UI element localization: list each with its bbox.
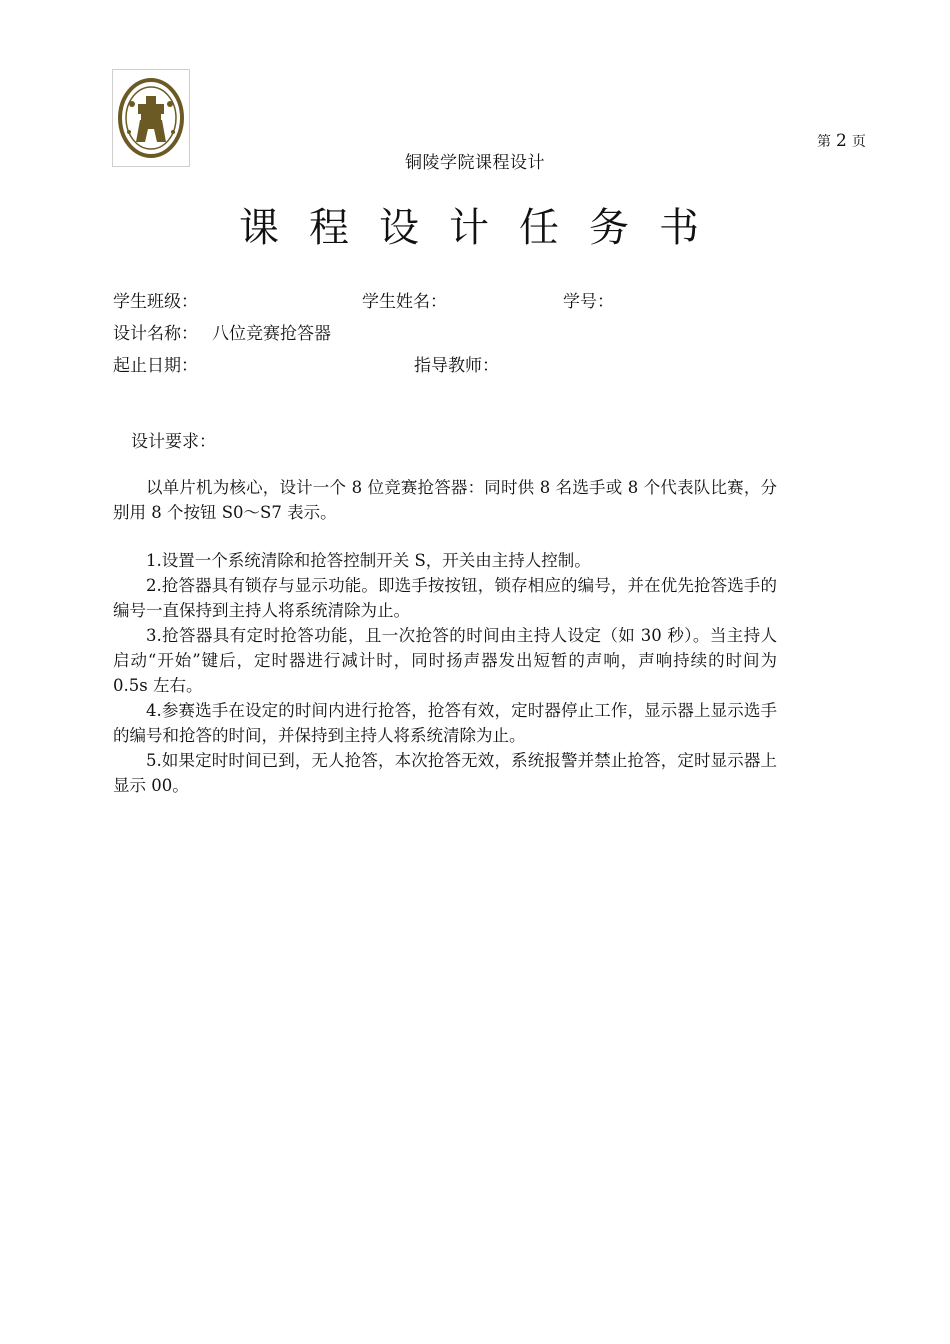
requirement-item-5: 5.如果定时时间已到，无人抢答，本次抢答无效，系统报警并禁止抢答，定时显示器上显示 00。 xyxy=(113,751,777,795)
intro-paragraph: 以单片机为核心，设计一个 8 位竞赛抢答器：同时供 8 名选手或 8 个代表队比赛，分别用 8 个按钮 S0～S7 表示。 xyxy=(113,478,777,522)
design-name-value: 八位竞赛抢答器 xyxy=(212,324,331,344)
page-prefix: 第 xyxy=(817,134,831,150)
date-range-label: 起止日期： xyxy=(113,356,198,376)
document-subtitle: 铜陵学院课程设计 xyxy=(405,153,545,173)
requirements-title: 设计要求： xyxy=(131,432,216,452)
requirement-item-2: 2.抢答器具有锁存与显示功能。即选手按按钮，锁存相应的编号，并在优先抢答选手的编号一直保持到主持人将系统清除为止。 xyxy=(113,576,777,620)
student-class-label: 学生班级： xyxy=(113,292,198,312)
requirements-intro xyxy=(113,475,777,525)
requirements-list xyxy=(113,548,777,798)
page-suffix: 页 xyxy=(851,134,866,150)
requirement-item-4: 4.参赛选手在设定的时间内进行抢答，抢答有效，定时器停止工作，显示器上显示选手的编号和抢答的时间，并保持到主持人将系统清除为止。 xyxy=(113,701,777,745)
design-name-label: 设计名称： xyxy=(113,324,198,344)
design-name-row xyxy=(113,319,331,344)
requirement-item-1: 1.设置一个系统清除和抢答控制开关 S，开关由主持人控制。 xyxy=(146,551,591,570)
teacher-label: 指导教师： xyxy=(414,356,499,376)
student-id-label: 学号： xyxy=(563,292,614,312)
student-name-label: 学生姓名： xyxy=(362,292,447,312)
document-title: 课程设计任务书 xyxy=(239,205,729,251)
page-number-value: 2 xyxy=(836,131,847,151)
requirement-item-3: 3.抢答器具有定时抢答功能，且一次抢答的时间由主持人设定（如 30 秒）。当主持人启动“开始”键后，定时器进行减计时，同时扬声器发出短暂的声响，声响持续的时间为 0.5s 左右。 xyxy=(113,626,777,695)
